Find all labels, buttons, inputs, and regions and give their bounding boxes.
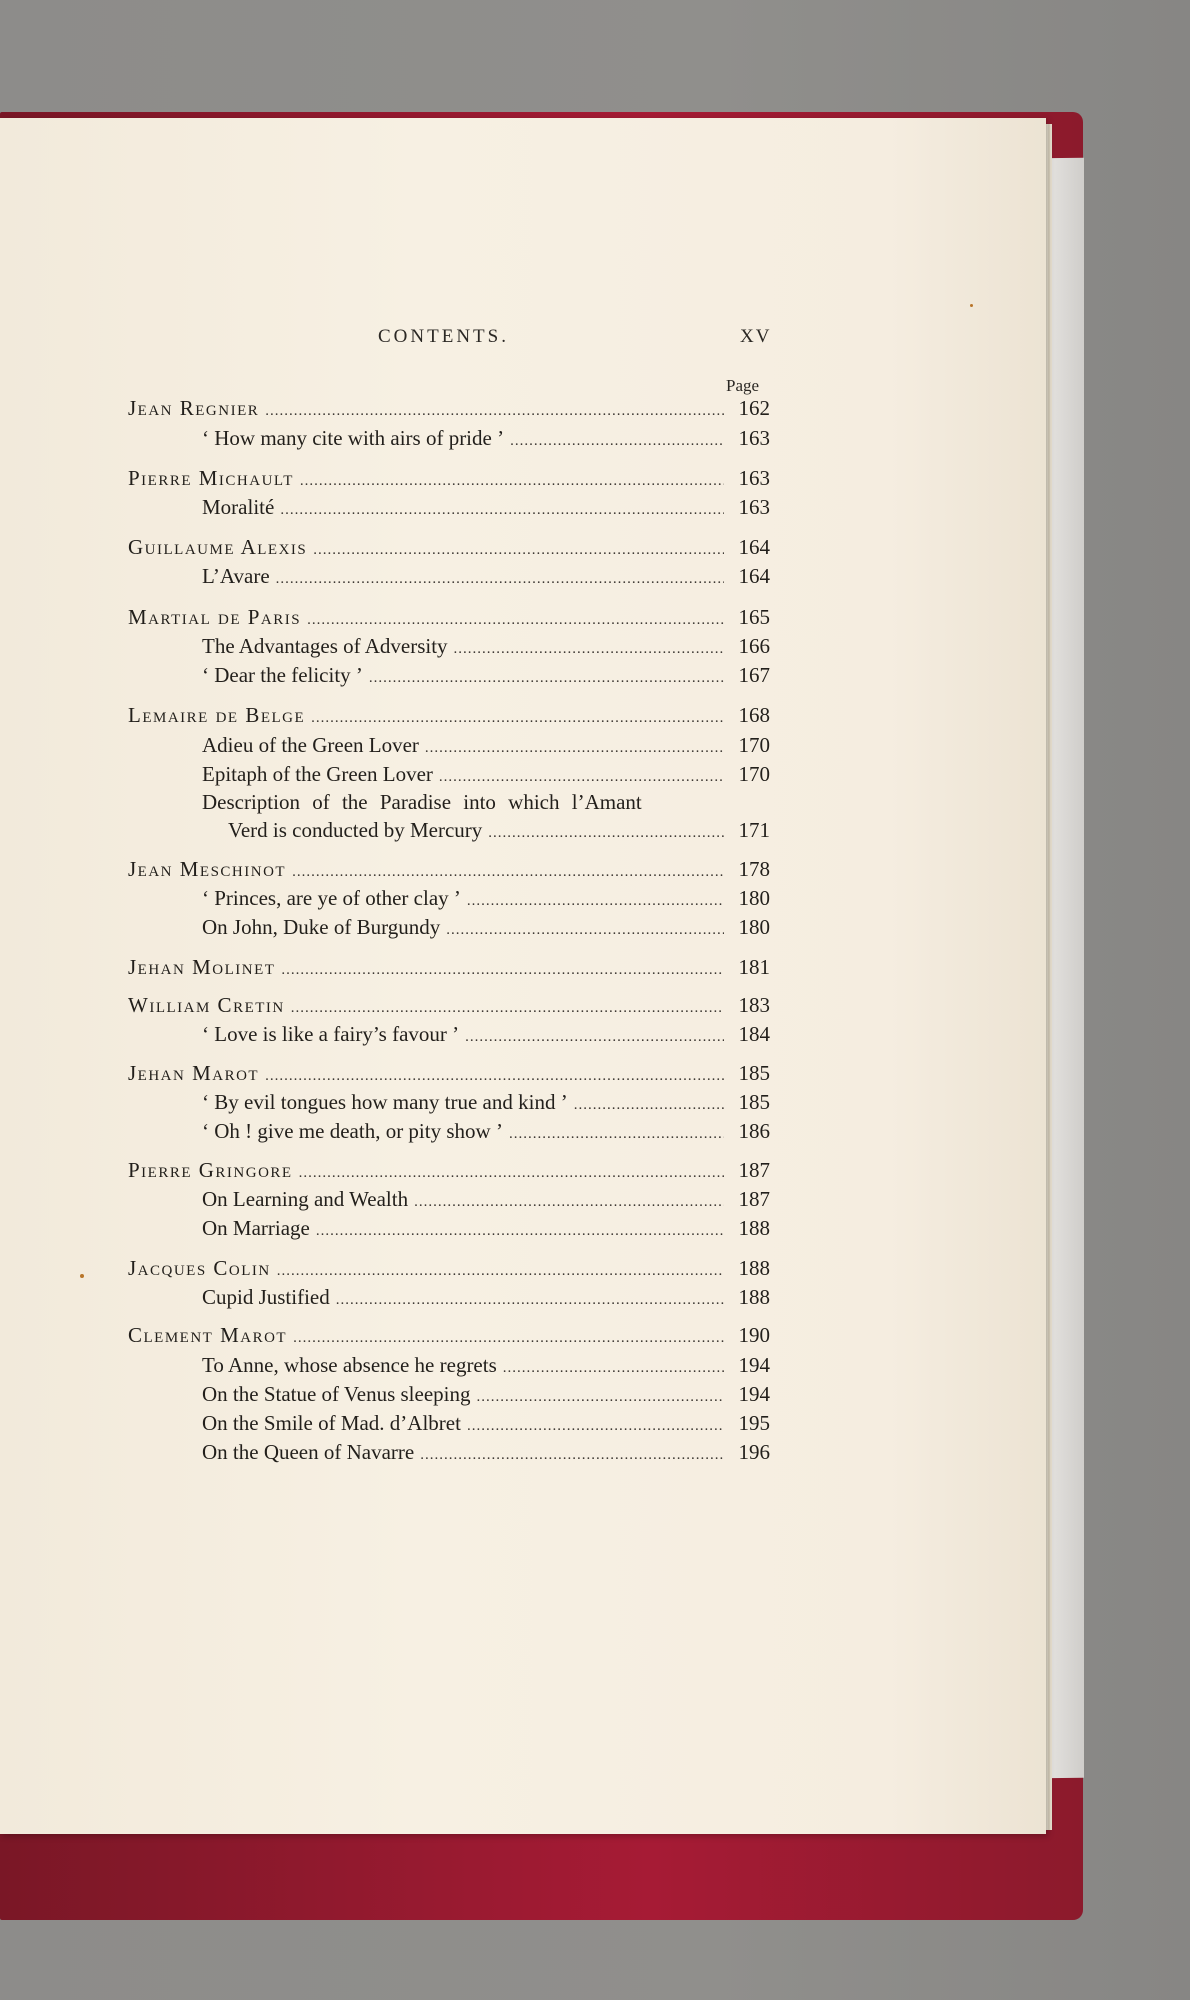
dot-leader [465, 1023, 724, 1051]
toc-entry-title: ‘ By evil tongues how many true and kind ’ [202, 1090, 568, 1114]
toc-entry-title: Jehan Marot [128, 1061, 260, 1085]
toc-entry-page: 188 [738, 1285, 770, 1309]
dot-leader [280, 496, 724, 524]
running-head-page-number: XV [740, 326, 772, 347]
toc-entry-title: On the Smile of Mad. d’Albret [202, 1411, 461, 1435]
dot-leader [509, 1120, 724, 1148]
toc-entry-page: 166 [738, 634, 770, 658]
toc-poem-entry [202, 731, 770, 759]
dot-leader [265, 1062, 724, 1090]
dot-leader [510, 427, 724, 455]
dot-leader [311, 704, 724, 732]
toc-entry-page: 163 [738, 495, 770, 519]
toc-entry-page: 184 [738, 1022, 770, 1046]
dot-leader [414, 1188, 724, 1216]
dot-leader [316, 1217, 724, 1245]
toc-entry-page: 164 [738, 535, 770, 559]
toc-entry-title: Cupid Justified [202, 1285, 330, 1309]
toc-entry-title: ‘ Oh ! give me death, or pity show ’ [202, 1119, 503, 1143]
toc-entry-title: ‘ Princes, are ye of other clay ’ [202, 886, 461, 910]
toc-author-entry [128, 991, 770, 1019]
toc-poem-entry [202, 493, 770, 521]
toc-entry-title: On John, Duke of Burgundy [202, 915, 441, 939]
toc-poem-entry [202, 1020, 770, 1048]
toc-entry-page: 170 [738, 733, 770, 757]
dot-leader [425, 734, 724, 762]
toc-entry-page: 167 [738, 663, 770, 687]
toc-author-entry [128, 394, 770, 422]
toc-entry-page: 185 [738, 1061, 770, 1085]
dot-leader [291, 994, 724, 1022]
dot-leader [265, 397, 724, 425]
dot-leader [439, 763, 724, 791]
book-page [0, 118, 1046, 1834]
toc-entry-page: 164 [738, 564, 770, 588]
toc-poem-entry [202, 632, 770, 660]
dot-leader [336, 1286, 724, 1314]
toc-entry-page: 180 [738, 915, 770, 939]
toc-entry-page: 195 [738, 1411, 770, 1435]
toc-entry-title: On Marriage [202, 1216, 310, 1240]
toc-entry-page: 196 [738, 1440, 770, 1464]
toc-poem-entry [202, 1088, 770, 1116]
running-head [0, 326, 1046, 356]
toc-entry-title: Lemaire de Belge [128, 703, 306, 727]
dot-leader [477, 1383, 725, 1411]
toc-entry-title: Pierre Michault [128, 466, 294, 490]
toc-poem-entry [202, 1351, 770, 1379]
toc-entry-title: On the Queen of Navarre [202, 1440, 415, 1464]
toc-entry-title: On Learning and Wealth [202, 1187, 409, 1211]
toc-poem-entry [202, 1438, 770, 1466]
toc-poem-entry [228, 816, 770, 844]
toc-entry-title: Clement Marot [128, 1323, 288, 1347]
toc-entry-page: 165 [738, 605, 770, 629]
toc-author-entry [128, 953, 770, 981]
toc-entry-page: 183 [738, 993, 770, 1017]
dot-leader [369, 664, 724, 692]
toc-poem-entry [202, 913, 770, 941]
toc-entry-page: 171 [738, 818, 770, 842]
page-column-label: Page [726, 376, 760, 395]
toc-entry-page: 186 [738, 1119, 770, 1143]
toc-poem-entry [202, 1409, 770, 1437]
dot-leader [420, 1441, 724, 1469]
dot-leader [307, 606, 724, 634]
toc-poem-entry [202, 1283, 770, 1311]
running-head-title: CONTENTS. [378, 326, 509, 347]
toc-poem-entry [202, 1214, 770, 1242]
toc-poem-entry [202, 760, 770, 788]
toc-entry-title: Epitaph of the Green Lover [202, 762, 433, 786]
toc-poem-entry [202, 1380, 770, 1408]
toc-entry-title: William Cretin [128, 993, 285, 1017]
toc-entry-page: 187 [738, 1158, 770, 1182]
toc-entry-title: L’Avare [202, 564, 270, 588]
toc-entry-title: The Advantages of Adversity [202, 634, 448, 658]
toc-entry-page: 187 [738, 1187, 770, 1211]
toc-author-entry [128, 1321, 770, 1349]
toc-entry-title: Moralité [202, 495, 275, 519]
toc-entry-page: 162 [738, 396, 770, 420]
dot-leader [503, 1354, 724, 1382]
paper-speck [970, 304, 973, 307]
dot-leader [574, 1091, 724, 1119]
dot-leader [446, 916, 724, 944]
toc-entry-page: 180 [738, 886, 770, 910]
toc-author-entry [128, 1156, 770, 1184]
dot-leader [488, 819, 724, 847]
toc-entry-title: ‘ How many cite with airs of pride ’ [202, 426, 505, 450]
toc-entry-page: 185 [738, 1090, 770, 1114]
dot-leader [277, 1257, 724, 1285]
toc-poem-entry [202, 1117, 770, 1145]
toc-author-entry [128, 1059, 770, 1087]
toc-entry-page: 170 [738, 762, 770, 786]
dot-leader [313, 536, 724, 564]
toc-entry-title: Adieu of the Green Lover [202, 733, 419, 757]
paper-speck [80, 1274, 84, 1278]
toc-entry-page: 178 [738, 857, 770, 881]
toc-author-entry [128, 1254, 770, 1282]
toc-entry-title: ‘ Dear the felicity ’ [202, 663, 363, 687]
dot-leader [467, 1412, 724, 1440]
toc-poem-entry [202, 1185, 770, 1213]
toc-entry-page: 163 [738, 466, 770, 490]
toc-author-entry [128, 701, 770, 729]
toc-entry-title: Verd is conducted by Mercury [228, 818, 483, 842]
toc-poem-entry [202, 661, 770, 689]
toc-entry-title: To Anne, whose absence he regrets [202, 1353, 497, 1377]
toc-poem-entry [202, 562, 770, 590]
toc-entry-page: 181 [738, 955, 770, 979]
toc-author-entry [128, 464, 770, 492]
toc-entry-title: Jacques Colin [128, 1256, 271, 1280]
toc-entry-page: 194 [738, 1382, 770, 1406]
toc-entry-title: On the Statue of Venus sleeping [202, 1382, 471, 1406]
toc-entry-title: Guillaume Alexis [128, 535, 308, 559]
toc-entry-title: Jean Regnier [128, 396, 260, 420]
toc-author-entry [128, 603, 770, 631]
toc-author-entry [128, 533, 770, 561]
toc-poem-entry [202, 424, 770, 452]
toc-entry-line: Description of the Paradise into which l’Amant [202, 790, 642, 814]
dot-leader [467, 887, 724, 915]
toc-entry-page: 168 [738, 703, 770, 727]
toc-entry-title: Martial de Paris [128, 605, 302, 629]
toc-author-entry [128, 855, 770, 883]
dot-leader [300, 467, 724, 495]
dot-leader [276, 565, 724, 593]
toc-entry-title: Jehan Molinet [128, 955, 276, 979]
dot-leader [293, 1324, 724, 1352]
toc-entry-page: 188 [738, 1216, 770, 1240]
toc-poem-entry [202, 884, 770, 912]
toc-entry-page: 190 [738, 1323, 770, 1347]
toc-entry-page: 188 [738, 1256, 770, 1280]
toc-entry-title: Jean Meschinot [128, 857, 287, 881]
dot-leader [292, 858, 724, 886]
toc-entry-title: ‘ Love is like a fairy’s favour ’ [202, 1022, 460, 1046]
toc-entry-title: Pierre Gringore [128, 1158, 293, 1182]
toc-entry-page: 194 [738, 1353, 770, 1377]
toc-entry-page: 163 [738, 426, 770, 450]
dot-leader [281, 956, 724, 984]
dot-leader [299, 1159, 724, 1187]
dot-leader [454, 635, 724, 663]
